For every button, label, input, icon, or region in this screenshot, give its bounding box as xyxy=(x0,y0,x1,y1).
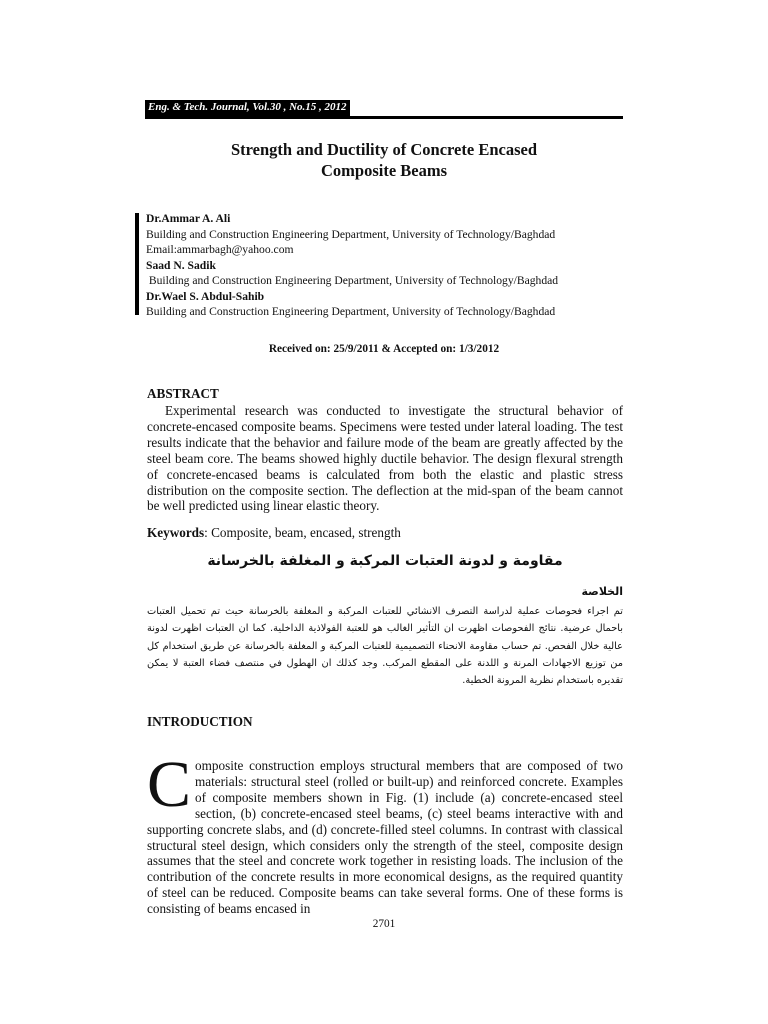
author-2-affiliation: Building and Construction Engineering Department, University of Technology/Baghdad xyxy=(146,274,559,287)
arabic-abstract-text: تم اجراء فحوصات عملية لدراسة التصرف الانشائي للعتبات المركبة و المغلفة بالخرسانة حيث تم تحميل العتبات باحمال عرضية. نتائج الفحوصات اظهرت ان التأثير الغالب هو للعتبة الفولاذية الداخلية. كما ان العتبات اظهرت لدونة عالية خلال الفحص. تم حساب مقاومة الانحناء التصميمية للعتبات المركبة و المغلفة بالخرسانة عن طريق استخدام كل من توزيع الاجهادات المرنة و اللدنة على المقطع المركب. وجد كذلك ان الهطول في منتصف فضاء العتبة لا يمكن تقديره باستخدام نظرية المرونة الخطية. xyxy=(147,606,623,687)
author-3-name: Dr.Wael S. Abdul-Sahib xyxy=(146,289,265,303)
arabic-abstract-heading: الخلاصة xyxy=(581,585,623,598)
author-block-bar xyxy=(135,213,139,315)
arabic-title: مقاومة و لدونة العتبات المركبة و المغلفة بالخرسانة xyxy=(207,553,563,569)
introduction-dropcap: C xyxy=(147,748,192,821)
author-2-name: Saad N. Sadik xyxy=(146,258,216,272)
header-rule xyxy=(145,116,623,119)
introduction-text-block xyxy=(147,748,623,917)
keywords-label: Keywords xyxy=(147,525,205,540)
author-1-name: Dr.Ammar A. Ali xyxy=(146,212,231,225)
abstract-heading: ABSTRACT xyxy=(147,386,219,401)
author-block xyxy=(135,211,635,320)
keywords-line xyxy=(147,525,623,541)
author-1-affiliation: Building and Construction Engineering Department, University of Technology/Baghdad xyxy=(146,227,556,241)
author-1-email: Email:ammarbagh@yahoo.com xyxy=(146,243,294,256)
abstract-text: Experimental research was conducted to investigate the structural behavior of concrete-encased composite beams. Specimens were tested under lateral loading. The test results indicate that the behavior and failure mode of the beam are greatly affected by the steel beam core. The beams showed highly ductile behavior. The design flexural strength of concrete-encased beams is calculated from both the elastic and plastic stress distribution on the composite section. The deflection at the mid-span of the beam cannot be well predicted using linear elastic theory. xyxy=(147,403,623,514)
paper-title xyxy=(145,139,623,181)
page-number: 2701 xyxy=(372,918,396,930)
keywords-text: : Composite, beam, encased, strength xyxy=(204,525,401,540)
paper-title-line-2: Composite Beams xyxy=(320,161,448,180)
journal-citation: Eng. & Tech. Journal, Vol.30 , No.15 , 2012 xyxy=(145,100,350,116)
paper-title-line-1: Strength and Ductility of Concrete Encased xyxy=(230,140,537,159)
author-3-affiliation: Building and Construction Engineering Department, University of Technology/Baghdad xyxy=(146,305,556,318)
journal-header xyxy=(145,100,623,122)
introduction-heading: INTRODUCTION xyxy=(147,714,253,729)
received-dates: Received on: 25/9/2011 & Accepted on: 1/3/2012 xyxy=(268,343,500,355)
introduction-text: omposite construction employs structural members that are composed of two materials: structural steel (rolled or built-up) and reinforced concrete. Examples of composite members shown in Fig. (1) include (a) concrete-encased steel section, (b) concrete-encased steel beams, (c) steel beams interactive with and supporting concrete slabs, and (d) concrete-filled steel columns. In contrast with classical structural steel design, which considers only the strength of the steel, composite design assumes that the steel and concrete work together in resisting loads. The inclusion of the contribution of the concrete results in more economical designs, as the required quantity of steel can be reduced. Composite beams can take several forms. One of these forms is consisting of beams encased in xyxy=(147,758,623,917)
